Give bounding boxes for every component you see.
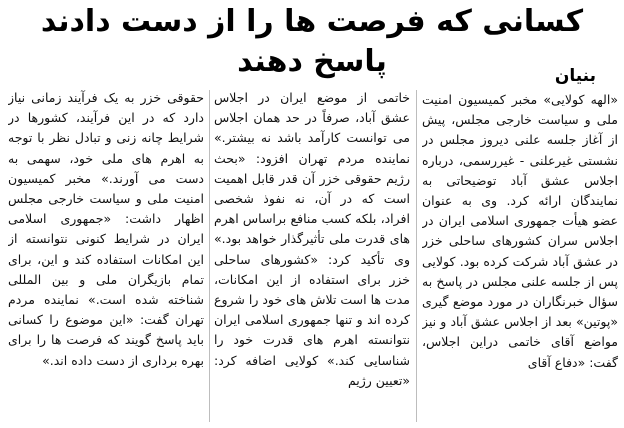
article-column-middle [214,88,410,428]
headline [0,2,624,82]
column-right-text: «الهه کولایی» مخبر کمیسیون امنیت ملی و سیاست خارجی مجلس، پیش از آغاز جلسه علنی دیروز مجلس در نشستی غیرعلنی - غیررسمی، درباره اجلاس عشق آباد توضیحاتی به نمایندگان ارائه کرد. وی به عنوان عضو هیأت جمهوری اسلامی ایران در اجلاس سران کشورهای ساحلی خزر در عشق آباد شرکت کرده بود. کولایی پس از جلسه علنی مجلس در پاسخ به سؤال خبرنگاران در مورد موضع گیری «پوتین» بعد از اجلاس عشق آباد و نیز مواضع آقای خاتمی دراین اجلاس، گفت: «دفاع آقای [422,92,618,370]
source-label: بنیان [554,66,596,86]
headline-line-2: پاسخ دهند [237,44,387,79]
article-column-left [8,88,204,428]
column-middle-text: خاتمی از موضع ایران در اجلاس عشق آباد، صرفاً در حد همان اجلاس می توانست کارآمد باشد نه بیشتر.» نماینده مردم تهران افزود: «بحث رژیم حقوقی خزر آن قدر قابل اهمیت است که در آن، نه نفوذ شخصی افراد، بلکه کسب منافع براساس اهرم های قدرت ملی تأثیرگذار خواهد بود.» وی تأکید کرد: «کشورهای ساحلی خزر برای استفاده از این امکانات، مدت ها است تلاش های خود را شروع کرده اند و تنها جمهوری اسلامی ایران نتوانسته اهرم های قدرت خود را شناسایی کند.» کولایی اضافه کرد: «تعیین رژیم [214,90,410,388]
article-column-right [422,90,618,428]
column-divider-left [209,90,210,422]
column-divider-right [416,90,417,422]
column-left-text: حقوقی خزر به یک فرآیند زمانی نیاز دارد که در این فرآیند، کشورها در شرایط چانه زنی و تبادل نظر با توجه به اهرم های ملی خود، سهمی به دست می آورند.» مخبر کمیسیون امنیت ملی و سیاست خارجی مجلس اظهار داشت: «جمهوری اسلامی ایران در شرایط کنونی نتوانسته از این امکانات استفاده کند و این، برای تمام بازیگران ملی و بین المللی شناخته شده است.» نماینده مردم تهران گفت: «این موضوع را کسانی باید پاسخ گویند که فرصت ها را برای بهره برداری از دست داده اند.» [8,90,204,368]
headline-line-1: کسانی که فرصت ها را از دست دادند [40,4,584,39]
